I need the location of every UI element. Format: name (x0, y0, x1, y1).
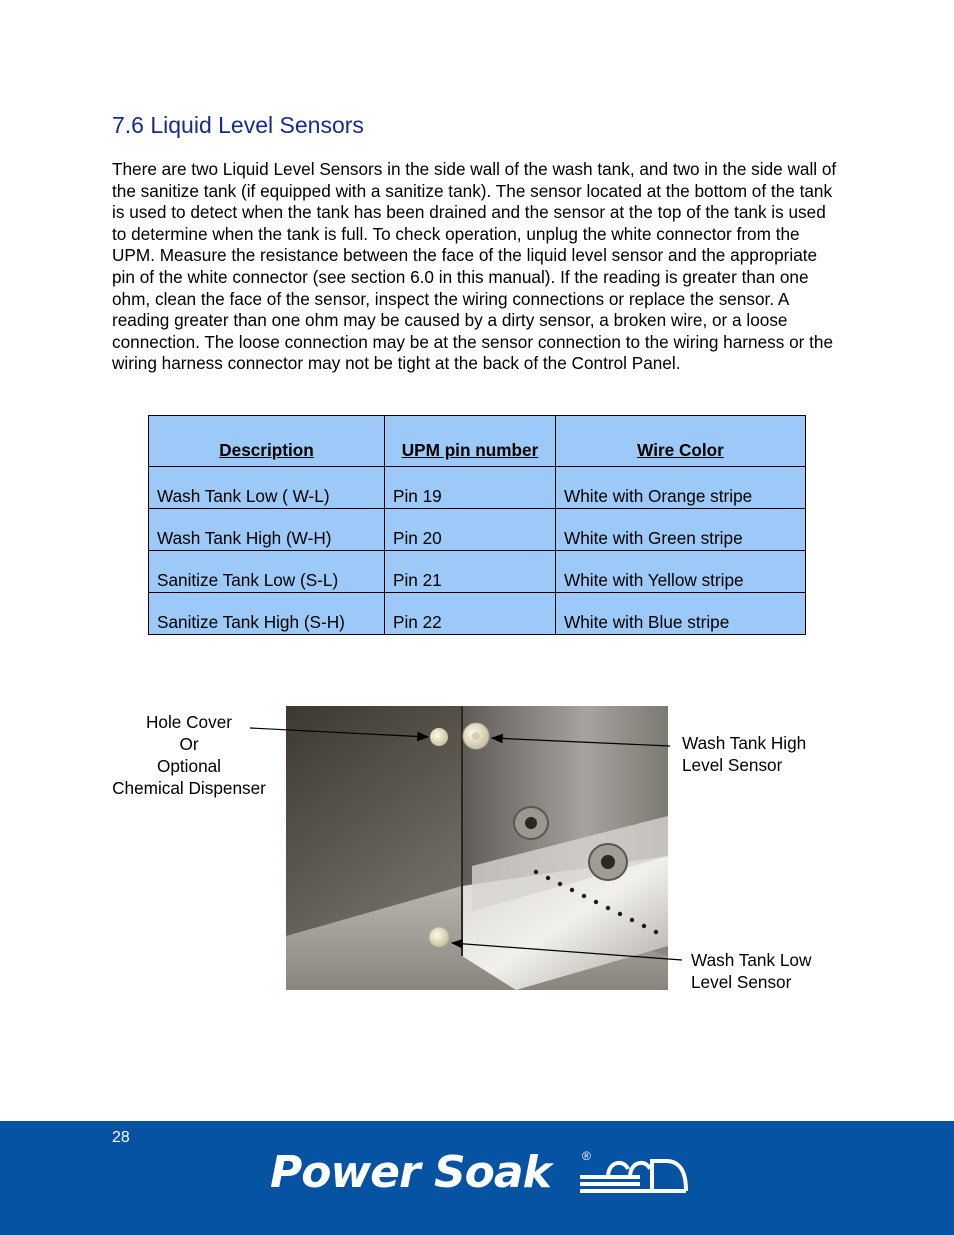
table-row (149, 509, 806, 551)
header-upm-pin-number: UPM pin number (385, 416, 556, 467)
table-row (149, 551, 806, 593)
table-header-row (149, 416, 806, 467)
brand-mark-icon (578, 1151, 690, 1195)
table-row (149, 467, 806, 509)
cell-pin: Pin 20 (385, 509, 556, 551)
cell-wire-color: White with Blue stripe (556, 593, 806, 635)
registered-mark: ® (582, 1149, 591, 1163)
cell-description: Sanitize Tank High (S-H) (149, 593, 385, 635)
cell-wire-color: White with Green stripe (556, 509, 806, 551)
section-body-text: There are two Liquid Level Sensors in the side wall of the wash tank, and two in the side wall of the sanitize tank (if equipped with a sanitize tank). The sensor located at the bottom of the tank is used to detect when the tank has been drained and the sensor at the top of the tank is used to determine when the tank is full. To check operation, unplug the white connector from the UPM. Measure the resistance between the face of the liquid level sensor and the appropriate pin of the white connector (see section 6.0 in this manual). If the reading is greater than one ohm, clean the face of the sensor, inspect the wiring connections or replace the sensor. A reading greater than one ohm may be caused by a dirty sensor, a broken wire, or a loose connection. The loose connection may be at the sensor connection to the wiring harness or the wiring harness connector may not be tight at the back of the Control Panel. (112, 159, 837, 374)
cell-pin: Pin 21 (385, 551, 556, 593)
sensor-pin-table (148, 415, 806, 635)
cell-description: Sanitize Tank Low (S-L) (149, 551, 385, 593)
hole-cover-label: Hole Cover Or Optional Chemical Dispenser (112, 712, 266, 798)
cell-pin: Pin 22 (385, 593, 556, 635)
low-sensor-label: Wash Tank Low Level Sensor (691, 950, 812, 992)
section-title: 7.6 Liquid Level Sensors (112, 112, 364, 138)
wash-tank-photo (286, 706, 668, 990)
cell-pin: Pin 19 (385, 467, 556, 509)
header-wire-color: Wire Color (556, 416, 806, 467)
cell-wire-color: White with Orange stripe (556, 467, 806, 509)
cell-wire-color: White with Yellow stripe (556, 551, 806, 593)
page-footer (0, 1121, 954, 1235)
brand-name: Power Soak (270, 1147, 551, 1198)
cell-description: Wash Tank Low ( W-L) (149, 467, 385, 509)
cell-description: Wash Tank High (W-H) (149, 509, 385, 551)
high-sensor-label: Wash Tank High Level Sensor (682, 733, 807, 775)
table-row (149, 593, 806, 635)
header-description: Description (149, 416, 385, 467)
page-number: 28 (112, 1129, 130, 1146)
